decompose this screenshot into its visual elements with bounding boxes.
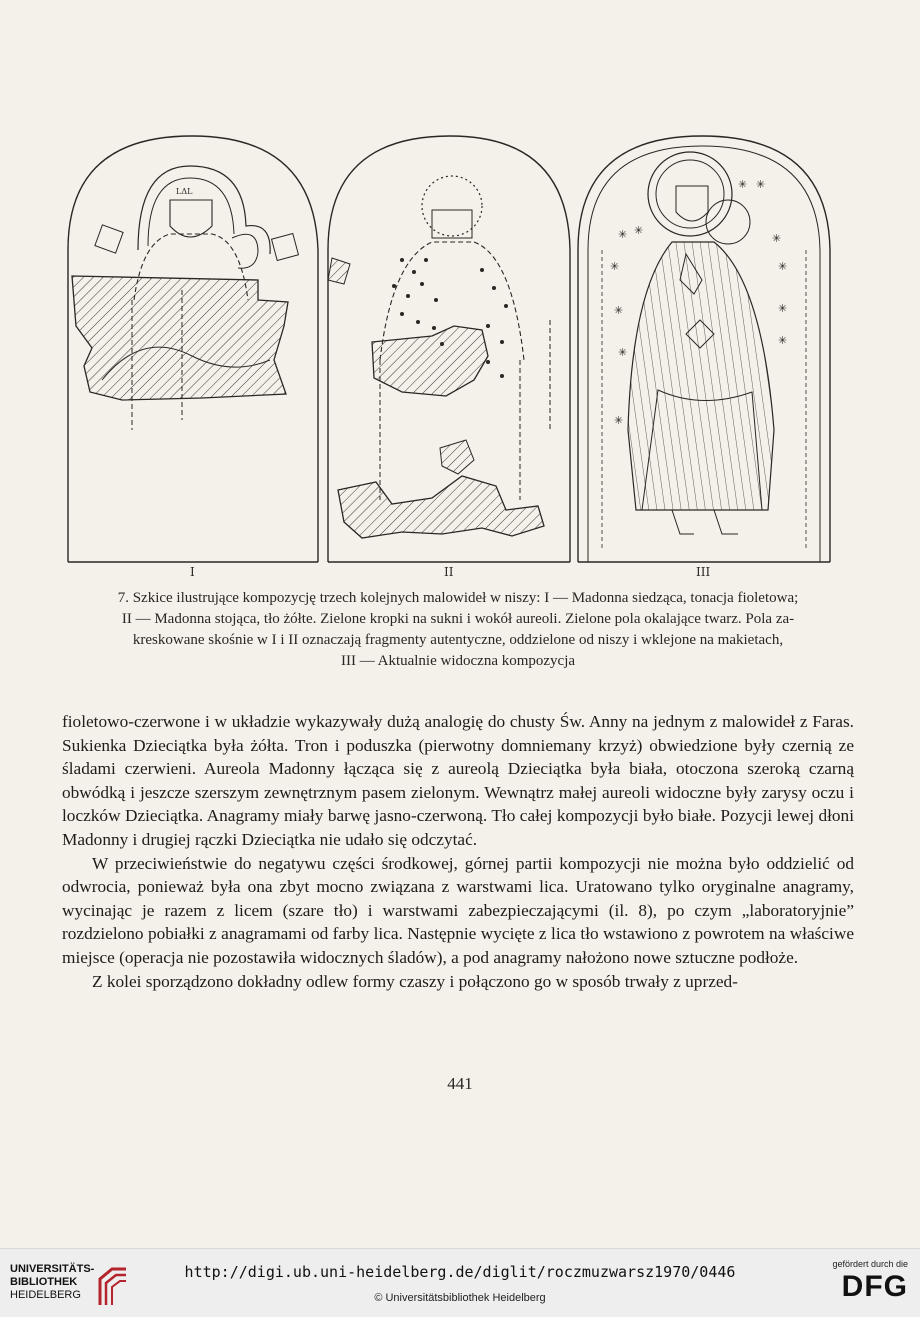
permalink-url[interactable]: http://digi.ub.uni-heidelberg.de/diglit/roczmuzwarsz1970/0446 <box>184 1263 736 1281</box>
panel-1-label: I <box>190 565 195 579</box>
panel-1 <box>68 136 318 579</box>
library-line: UNIVERSITÄTS- <box>10 1263 95 1275</box>
caption-line: II — Madonna stojąca, tło żółte. Zielone kropki na sukni i wokół aureoli. Zielone pola okalające twarz. Pola za- <box>121 611 795 627</box>
svg-text:✳: ✳ <box>610 260 620 273</box>
figure-caption <box>62 588 854 672</box>
caption-line: kreskowane skośnie w I i II oznaczają fragmenty autentyczne, oddzielone od niszy i wklejone na makietach, <box>132 632 784 648</box>
page-number: 441 <box>447 1074 473 1093</box>
svg-text:✳: ✳ <box>614 414 624 427</box>
copyright-notice: © Universitätsbibliothek Heidelberg <box>374 1292 546 1304</box>
svg-text:✳: ✳ <box>756 178 766 191</box>
dfg-logo[interactable] <box>808 1259 908 1303</box>
svg-text:✳: ✳ <box>772 232 782 245</box>
svg-text:✳: ✳ <box>614 304 624 317</box>
figure-sketches <box>62 130 854 580</box>
panel-3 <box>578 136 830 579</box>
panel-2 <box>328 136 570 579</box>
panel-2-label: II <box>444 565 454 579</box>
funder-name: DFG <box>841 1270 908 1303</box>
funding-note: gefördert durch die <box>832 1259 908 1269</box>
figure-drawing <box>62 130 854 580</box>
paragraph: W przeciwieństwie do negatywu części środkowej, górnej partii kompozycji nie można było oddzielić od odwrocia, ponieważ była ona zbyt mocno związana z warstwami lica. Uratowano tylko oryginalne anagramy, wycinając je razem z licem (szare tło) i warstwami zabezpieczającymi (il. 8), po czym „laboratoryjnie” rozdzielono pobiałki z anagramami od farby lica. Następnie wycięte z lica tło wstawiono z powrotem na właściwe miejsce (operacja nie pozostawiła widocznych śladów), a pod anagramy nałożono nowe sztuczne podłoże. <box>62 853 854 967</box>
svg-text:✳: ✳ <box>738 178 748 191</box>
svg-text:✳: ✳ <box>778 302 788 315</box>
library-line: BIBLIOTHEK <box>10 1276 78 1288</box>
paragraph: Z kolei sporządzono dokładny odlew formy czaszy i połączono go w sposób trwały z uprzed- <box>92 971 738 991</box>
caption-line: 7. Szkice ilustrujące kompozycję trzech kolejnych malowideł w niszy: I — Madonna siedząca, tonacja fioletowa; <box>117 590 799 606</box>
panel-3-label: III <box>696 565 711 579</box>
svg-text:✳: ✳ <box>634 224 644 237</box>
footer-bar <box>0 1248 920 1317</box>
paragraph: fioletowo-czerwone i w układzie wykazywały dużą analogię do chusty Św. Anny na jednym z malowideł z Faras. Sukienka Dzieciątka była żółta. Tron i poduszka (pierwotny domniemany krzyż) obwiedzione były czernią ze śladami czerwieni. Aureola Madonny łącząca się z aureolą Dzieciątka była biała, otoczona szeroką czarną obwódką i jeszcze szerszym zewnętrznym pasem zielonym. Wewnątrz małej aureoli widoczne były zarysy oczu i loczków Dzieciątka. Anagramy miały barwę jasno-czerwoną. Tło całej kompozycji było białe. Pozycji lewej dłoni Madonny i drugiej rączki Dzieciątka nie udało się odczytać. <box>62 712 854 849</box>
svg-text:✳: ✳ <box>778 260 788 273</box>
caption-line: III — Aktualnie widoczna kompozycja <box>340 653 576 669</box>
svg-text:✳: ✳ <box>778 334 788 347</box>
library-line: HEIDELBERG <box>10 1289 81 1301</box>
svg-text:✳: ✳ <box>618 346 628 359</box>
svg-text:✳: ✳ <box>618 228 628 241</box>
body-text <box>62 710 854 993</box>
svg-text:LΔL: LΔL <box>176 187 193 196</box>
